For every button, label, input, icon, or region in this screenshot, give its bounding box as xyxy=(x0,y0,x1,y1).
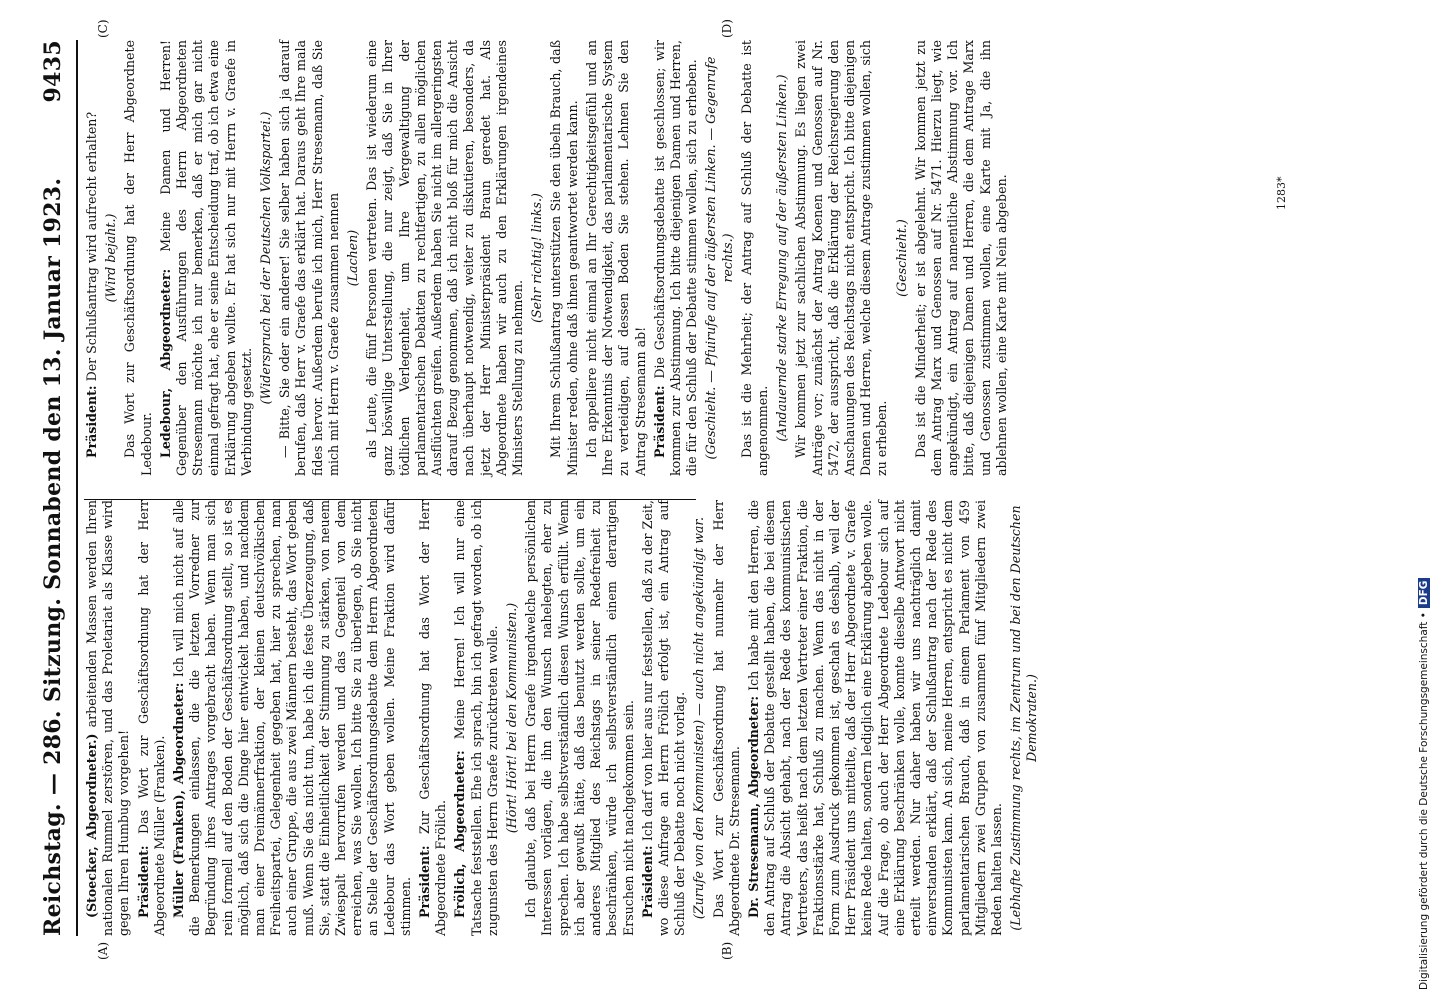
interjection: (Lachen) xyxy=(345,229,361,287)
speech-paragraph xyxy=(739,40,771,476)
funding-note xyxy=(1418,0,1430,990)
speaker-name: Präsident: xyxy=(417,845,433,918)
interjection: (Andauernde starke Erregung auf der äußersten Linken.) xyxy=(774,74,790,442)
page-number: 9435 xyxy=(40,40,66,103)
speech-text: Das Wort zur Geschäftsordnung hat der Herr Abgeordnete Ledebour. xyxy=(122,40,154,476)
speech-paragraph xyxy=(364,40,526,476)
speech-paragraph xyxy=(84,40,100,476)
interjection: (Geschieht.) xyxy=(893,219,909,297)
speech-paragraph xyxy=(171,500,414,936)
speech-text: Das ist die Minderheit; er ist abgelehnt. Wir kommen jetzt zu dem Antrag Marx und Genossen auf Nr. 5471. Hierzu liegt, wie angekündigt, ein Antrag auf namentliche Abstimmung vor. Ich bitte, daß diejenigen Damen und Herren, die dem Antrage Marx und Genossen zustimmen wollen, eine Karte mit Ja, die ihn ablehnen wollen, eine Karte mit Nein abgeben. xyxy=(912,40,1009,476)
speech-text: Das Wort zur Geschäftsordnung hat nunmehr der Herr Abgeordnete Dr. Stresemann. xyxy=(710,500,742,936)
column-divider xyxy=(84,499,696,500)
speech-paragraph xyxy=(136,500,168,936)
speech-text: als Leute, die fünf Personen vertreten. Das ist wiederum eine ganz böswillige Unterstellung, die nur zeigt, daß Sie in Ihrer tödlichen Verlegenheit, um Ihre Vergewaltigung der parlamentarischen Debatten zu rechtfertigen, zu allen möglichen Ausflüchten greifen. Außerdem haben Sie nicht im allergeringsten darauf Bezug genommen, daß ich nicht bloß für mich die Ansicht nach überhaupt notwendig, weiter zu diskutieren, besonders, da jetzt der Herr Ministerpräsident Braun geredet hat. Als Abgeordnete haben wir auch zu den Erklärungen irgendeines Ministers Stellung zu nehmen. xyxy=(364,40,526,476)
speaker-name: Müller (Franken), Abgeordneter: xyxy=(171,682,187,918)
header-rule xyxy=(76,40,78,936)
interjection: (Sehr richtig! links.) xyxy=(529,193,545,323)
speech-paragraph xyxy=(640,500,689,936)
speech-paragraph xyxy=(122,40,154,476)
speech-text: Ich habe mit den Herren, die den Antrag auf Schluß der Debatte gestellt haben, die bei diesem Antrag die Absicht gehabt, nach der Rede des kommunistischen Vertreters, das heißt nach dem letzten Vertreter einer Fraktion, die Fraktionsstärke hat, Schluß zu machen. Wenn das nicht in der Form zum Ausdruck gekommen ist, geschah es deshalb, weil der Herr Präsident uns mitteilte, daß der Herr Abgeordnete v. Graefe keine Rede halten, sondern lediglich eine Erklärung abgeben wolle. Auf die Frage, ob auch der Herr Abgeordnete Ledebour sich auf eine Erklärung beschränken wolle, konnte dieselbe Antwort nicht erteilt werden. Nur daher haben wir uns nachträglich damit einverstanden erklärt, daß der Schlußantrag nach der Rede des Kommunisten kam. An sich, meine Herren, entspricht es nicht dem parlamentarischen Brauch, daß in einem Parlament von 459 Mitgliedern zwei Gruppen von zusammen fünf Mitgliedern zwei Reden halten lassen. xyxy=(745,499,1004,936)
speech-paragraph xyxy=(84,500,133,936)
speech-paragraph xyxy=(523,500,636,936)
speaker-name: (Stoecker, Abgeordneter.) xyxy=(84,733,99,918)
speaker-name: Präsident: xyxy=(651,385,667,458)
footnote-mark: 1283* xyxy=(1275,176,1288,210)
speech-paragraph xyxy=(417,500,449,936)
interjection: (Zurufe von den Kommunisten) — auch nicht angekündigt war. xyxy=(691,516,707,920)
interjection: (Geschieht. — Pfuirufe auf der äußersten Linken. — Gegenrufe rechts.) xyxy=(703,56,735,460)
margin-mark-c: (C) xyxy=(96,19,110,38)
speech-paragraph xyxy=(746,500,1005,936)
speech-text: Der Schlußantrag wird aufrecht erhalten? xyxy=(84,111,99,382)
speech-text: Wir kommen jetzt zur sachlichen Abstimmung. Es liegen zwei Anträge vor; zunächst der Antrag Koenen und Genossen auf Nr. 5472, der ausspricht, daß die Erklärung der Reichsregierung den Anschauungen des Reichstags nicht entspricht. Ich bitte diejenigen Damen und Herren, welche diesem Antrage zustimmen wollen, sich zu erheben. xyxy=(793,40,890,476)
speech-paragraph xyxy=(711,500,743,936)
speech-text: Ich darf von hier aus nur feststellen, daß zu der Zeit, wo diese Anfrage an Herrn Frölich erfolgt ist, ein Antrag auf Schluß der Debatte noch nicht vorlag. xyxy=(639,500,688,936)
speech-paragraph xyxy=(277,40,342,476)
page-header xyxy=(36,40,72,936)
speaker-name: Ledebour, Abgeordneter: xyxy=(157,268,173,458)
speech-text: Ich appelliere nicht einmal an Ihr Gerechtigkeitsgefühl und an Ihre Erkenntnis der Notwendigkeit, das parlamentarische System zu verteidigen, auf dessen Boden Sie stehen. Lehnen Sie den Antrag Stresemann ab! xyxy=(583,40,648,476)
running-title: Reichstag. — 286. Sitzung. Sonnabend den 13. Januar 1923. xyxy=(40,177,66,936)
speaker-name: Präsident: xyxy=(135,845,151,918)
left-column xyxy=(84,499,1040,936)
funding-text: Digitalisierung gefördert durch die Deutsche Forschungsgemeinschaft • xyxy=(1418,612,1430,990)
right-column xyxy=(84,40,1009,476)
speech-text: Ich will mich nicht auf alle die Bemerkungen einlassen, die die letzten Vorredner zur Begründung ihres Antrages vorgebracht haben. Wenn man sich rein formell auf den Boden der Geschäftsordnung stellt, so ist es möglich, daß sich die Dinge hier entwickelt haben, und nachdem man einer Dreimännerfraktion, der kleinen deutschvölkischen Freiheitspartei, Gelegenheit gegeben hat, hier zu sprechen, man auch einer Gruppe, die aus zwei Männern besteht, das Wort geben muß. Wenn Sie das nicht tun, habe ich die feste Überzeugung, daß Sie, statt die Einheitlichkeit der Stimmung zu stärken, von neuem Zwiespalt hervorrufen werden und das Gegenteil von dem erreichen, was Sie wollen. Ich bitte Sie zu überlegen, ob Sie nicht an Stelle der Geschäftsordnungsdebatte dem Herrn Abgeordneten Ledebour das Wort geben wollen. Meine Fraktion wird dafür stimmen. xyxy=(171,500,413,936)
speech-paragraph xyxy=(158,40,255,476)
speech-text: — Bitte, Sie oder ein anderer! Sie selber haben sich ja darauf berufen, daß Herr v. Graefe das erklärt hat. Daraus geht Ihre mala fides hervor. Außerdem berufe ich mich, Herr Stresemann, daß Sie mich mit Herrn v. Graefe zusammen nennen xyxy=(277,40,341,476)
margin-mark-b: (B) xyxy=(720,941,734,960)
speech-paragraph xyxy=(793,40,890,476)
speech-paragraph xyxy=(548,40,580,476)
speech-text: Ich glaubte, daß bei Herrn Graefe irgendwelche persönlichen Interessen vorlägen, die ihn den Wunsch nahelegten, eher zu sprechen. Ich habe selbstverständlich diesen Wunsch erfüllt. Wenn ich aber gewußt hätte, daß das benutzt werden sollte, um ein anderes Mitglied des Reichstags in seiner Redefreiheit zu beschränken, würde ich selbstverständlich einem derartigen Ersuchen nicht nachgekommen sein. xyxy=(523,500,636,936)
speech-paragraph xyxy=(913,40,1010,476)
margin-mark-a: (A) xyxy=(96,941,110,960)
speech-text: Meine Damen und Herren! Gegenüber den Ausführungen des Herrn Abgeordneten Stresemann möchte ich nur bemerken, daß er mich gar nicht einmal gefragt hat, ehe er seine Entscheidung traf, ob ich etwa eine Erklärung abgeben wollte. Er hat sich nur mit Herrn v. Graefe in Verbindung gesetzt. xyxy=(157,40,254,476)
speech-text: Das ist die Mehrheit; der Antrag auf Schluß der Debatte ist angenommen. xyxy=(738,40,770,476)
speaker-name: Präsident: xyxy=(84,385,99,458)
speech-text: Mit Ihrem Schlußantrag unterstützen Sie den übeln Brauch, daß Minister reden, ohne daß ihnen geantwortet werden kann. xyxy=(548,40,580,476)
speaker-name: Dr. Stresemann, Abgeordneter: xyxy=(745,695,761,918)
speaker-name: Frölich, Abgeordneter: xyxy=(452,750,468,918)
speaker-name: Präsident: xyxy=(639,845,655,918)
margin-mark-d: (D) xyxy=(720,19,734,38)
speech-text: Meine Herren! Ich will nur eine Tatsache feststellen. Ehe ich sprach, bin ich gefragt worden, ob ich zugunsten des Herrn Graefe zurücktreten wolle. xyxy=(452,500,500,936)
interjection: (Lebhafte Zustimmung rechts, im Zentrum und bei den Deutschen Demokraten.) xyxy=(1008,505,1040,931)
speech-text: Das Wort zur Geschäftsordnung hat der Herr Abgeordnete Müller (Franken). xyxy=(135,500,167,936)
speech-paragraph xyxy=(584,40,649,476)
dfg-logo-badge: DFG xyxy=(1418,578,1430,609)
speech-text: arbeitenden Massen werden Ihren nationalen Rummel zerstören, und das Proletariat als Klasse wird gegen Ihren Humbug vorgehen! xyxy=(84,500,132,936)
interjection: (Hört! Hört! bei den Kommunisten.) xyxy=(504,602,520,834)
speech-paragraph xyxy=(452,500,501,936)
interjection: (Widerspruch bei der Deutschen Volkspartei.) xyxy=(258,111,274,405)
interjection: (Wird bejaht.) xyxy=(103,213,119,303)
speech-text: Die Geschäftsordnungsdebatte ist geschlossen; wir kommen zur Abstimmung. Ich bitte diejenigen Damen und Herren, die für den Schluß der Debatte stimmen wollen, sich zu erheben. xyxy=(651,40,700,476)
speech-paragraph xyxy=(652,40,701,476)
speech-text: Zur Geschäftsordnung hat das Wort der Herr Abgeordnete Frölich. xyxy=(417,500,449,936)
